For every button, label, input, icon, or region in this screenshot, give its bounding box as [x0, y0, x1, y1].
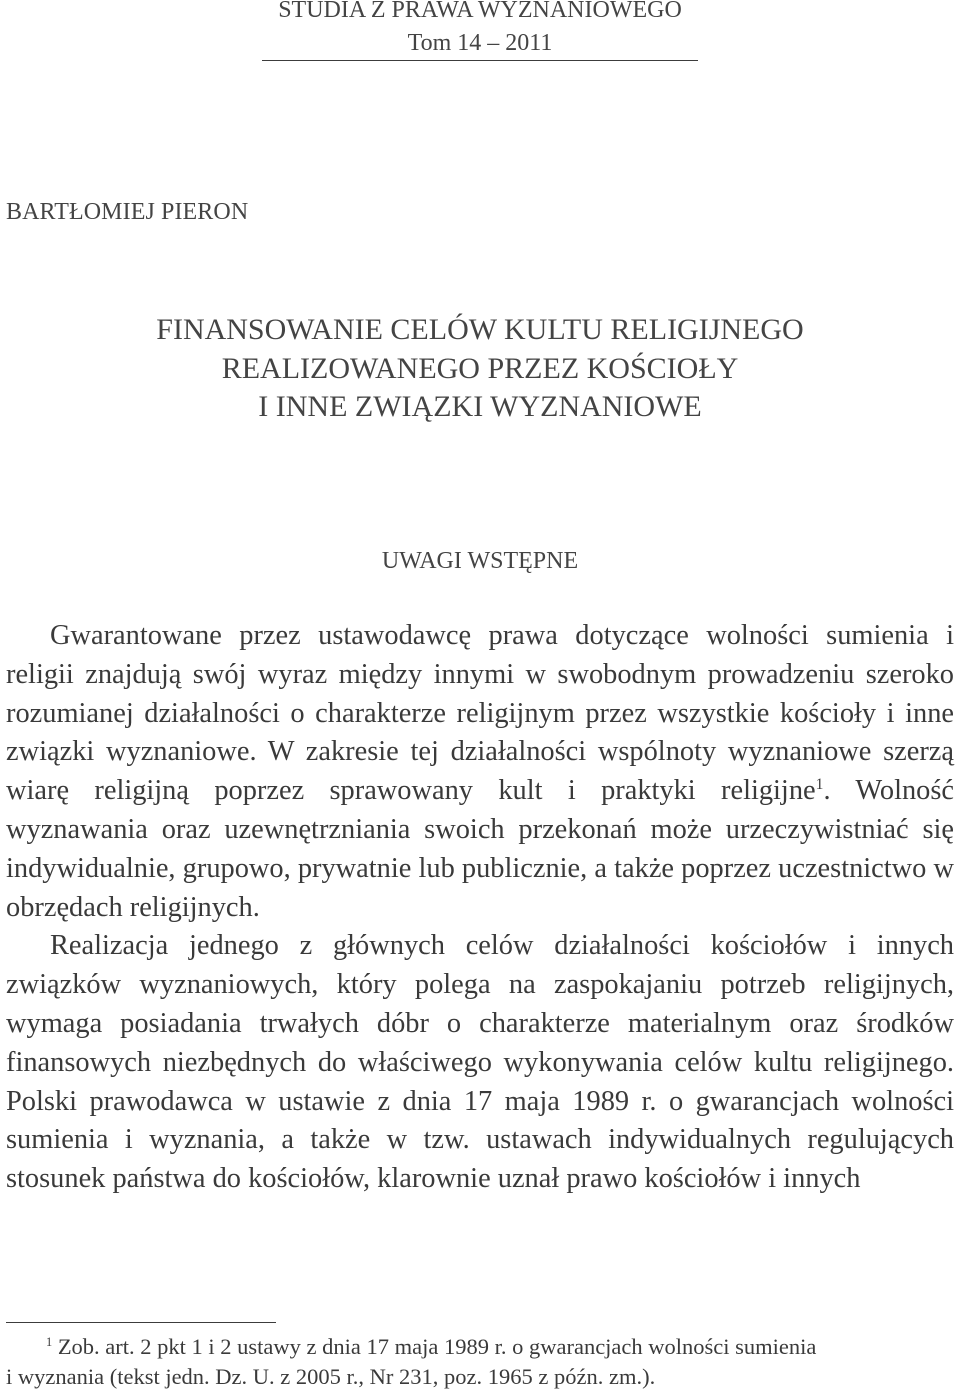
- footnote-separator: [6, 1322, 276, 1323]
- footnote-text-1: Zob. art. 2 pkt 1 i 2 ustawy z dnia 17 maja 1989 r. o gwarancjach wolności sumienia: [57, 1334, 817, 1359]
- paragraph-2: Realizacja jednego z głównych celów działalności kościołów i innych związków wyznaniowych, który polega na zaspokajaniu potrzeb religijnych, wymaga posiadania trwałych dóbr o charakterze materialnym oraz środków finansowych niezbędnych do właściwego wykonywania celów kultu religijnego. Polski prawodawca w ustawie z dnia 17 maja 1989 r. o gwarancjach wolności sumienia i wyznania, a także w tzw. ustawach indywidualnych regulujących stosunek państwa do kościołów, klarownie uznał prawo kościołów i innych: [6, 930, 954, 1195]
- journal-header: [262, 0, 698, 61]
- title-line-3: I INNE ZWIĄZKI WYZNANIOWE: [258, 390, 702, 423]
- section-heading: UWAGI WSTĘPNE: [381, 548, 579, 574]
- footnote-line-2: i wyznania (tekst jedn. Dz. U. z 2005 r., Nr 231, poz. 1965 z późn. zm.).: [6, 1364, 656, 1389]
- article-title: [0, 311, 960, 427]
- header-rule: [262, 60, 698, 61]
- footnote: [6, 1332, 954, 1392]
- paragraph-1-text-b: . Wolność wyznawania oraz uzewnętrzniania swoich przekonań może urzeczywistniać się indywidualnie, grupowo, prywatnie lub publicznie, a także poprzez uczestnictwo w obrzędach religijnych.: [6, 775, 955, 923]
- paragraph-1-text-a: Gwarantowane przez ustawodawcę prawa dotyczące wolności sumienia i religii znajdują swój wyraz między innymi w swobodnym prowadzeniu szeroko rozumianej działalności o charakterze religijnym przez wszystkie kościoły i inne związki wyznaniowe. W zakresie tej działalności wspólnoty wyznaniowe szerzą wiarę religijną poprzez sprawowany kult i praktyki religijne: [6, 620, 954, 807]
- author-name: BARTŁOMIEJ PIERON: [6, 199, 249, 225]
- journal-name: STUDIA Z PRAWA WYZNANIOWEGO: [278, 0, 682, 23]
- paragraph-1: [6, 617, 954, 927]
- footnote-reference[interactable]: 1: [815, 776, 824, 794]
- footnote-number: 1: [46, 1334, 53, 1349]
- journal-volume: Tom 14 – 2011: [407, 30, 553, 56]
- body-text: [6, 617, 954, 1199]
- footnote-line-1: [6, 1332, 954, 1362]
- title-line-1: FINANSOWANIE CELÓW KULTU RELIGIJNEGO: [156, 313, 804, 346]
- title-line-2: REALIZOWANEGO PRZEZ KOŚCIOŁY: [221, 351, 739, 385]
